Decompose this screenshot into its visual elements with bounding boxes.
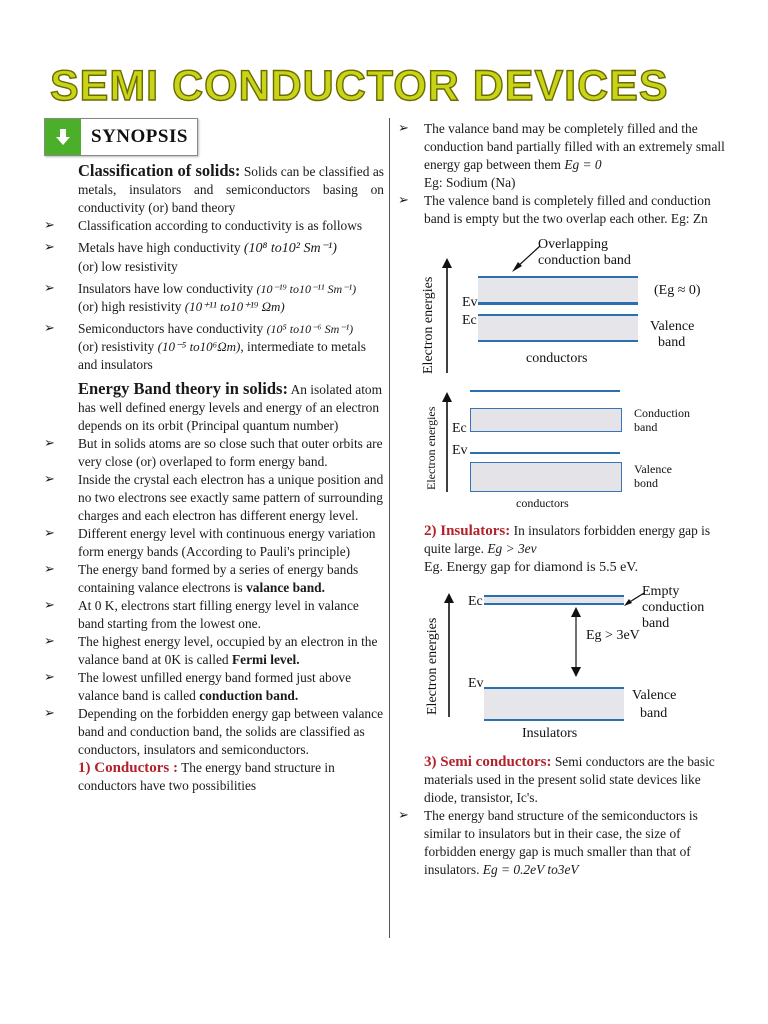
- insulators-diagram: [398, 583, 728, 749]
- r3-formula: Eg = 0.2eV to3eV: [482, 862, 579, 877]
- list-item: [44, 669, 384, 705]
- metals-formula: (10⁸ to10² Sm⁻¹): [243, 241, 337, 256]
- left-column: [44, 162, 384, 795]
- list-item: ➢ Inside the crystal each electron has a unique position and no two electrons see exactly same pattern of surrounding charges and each electron has different energy level.: [44, 471, 384, 525]
- valance-band-term: valance band.: [246, 580, 325, 595]
- semiconductors-text: Semi conductors are the basic materials used in the present solid state devices like diode, transistor, Ic's.: [424, 754, 715, 805]
- list-item: [44, 320, 384, 374]
- semis-tail-end: , intermediate to metals and insulators: [78, 339, 367, 372]
- conductors-text: The energy band structure in conductors have two possibilities: [78, 760, 335, 793]
- r1-example: Eg: Sodium (Na): [424, 175, 516, 190]
- list-item: ➢ But in solids atoms are so close such that outer orbits are very close (or) overlaped to form energy band.: [44, 435, 384, 471]
- conduction-band: [484, 595, 624, 605]
- overlap-label: Overlapping: [538, 237, 608, 252]
- valance-band-text: The energy band formed by a series of energy bands containing valance electrons is: [78, 562, 359, 595]
- list-item: ➢ The valence band is completely filled and conduction band is empty but the two overlap each other. Eg: Zn: [398, 192, 728, 228]
- ev-label: Ev: [468, 676, 484, 691]
- ec-label: Ec: [468, 594, 483, 609]
- valence-label: Valence: [650, 319, 695, 334]
- pointer-arrow-icon: [622, 591, 646, 607]
- energy-axis-arrow-icon: [444, 593, 454, 717]
- valence-band: [478, 314, 638, 342]
- synopsis-header: [44, 118, 198, 156]
- figure-caption: Insulators: [522, 726, 578, 741]
- top-line: [470, 390, 620, 392]
- insulators-text: In insulators forbidden energy gap is quite large.: [424, 523, 711, 556]
- semis-tail-formula: (10⁻⁵ to10⁶Ωm): [157, 339, 241, 354]
- list-item: ➢ Different energy level with continuous energy variation form energy bands (According to Pauli's principle): [44, 525, 384, 561]
- ev-label: Ev: [452, 443, 468, 458]
- list-item: [44, 561, 384, 597]
- list-item: ➢ At 0 K, electrons start filling energy level in valance band starting from the lowest one.: [44, 597, 384, 633]
- semiconductors-paragraph: [398, 753, 728, 807]
- page-title: SEMI CONDUCTOR DEVICES: [50, 62, 669, 110]
- insulators-tail: (or) high resistivity: [78, 299, 182, 314]
- list-item: [44, 239, 384, 276]
- list-item: ➢ Classification according to conductivity is as follows: [44, 217, 384, 235]
- valence-label: Valence: [634, 462, 672, 476]
- semis-tail: (or) resistivity: [78, 339, 155, 354]
- figure-caption: conductors: [526, 351, 588, 366]
- list-item: [44, 280, 384, 316]
- conductors-paragraph: [44, 759, 384, 795]
- energy-axis-arrow-icon: [442, 258, 452, 373]
- conduction-label-2: band: [634, 420, 658, 434]
- insulators-example: Eg. Energy gap for diamond is 5.5 eV.: [424, 560, 639, 575]
- insulators-formula: Eg > 3ev: [487, 541, 537, 556]
- valence-label-2: band: [658, 335, 686, 350]
- conduction-band: [470, 408, 622, 432]
- insulators-paragraph: [398, 522, 728, 577]
- empty-label-3: band: [642, 616, 670, 631]
- classification-heading: Classification of solids:: [78, 161, 241, 180]
- r3-text: The energy band structure of the semiconductors is similar to insulators but in their case, the size of forbidden energy gap is much smaller than that of insulators.: [424, 808, 698, 877]
- energy-band-intro: An isolated atom has well defined energy levels and energy of an electron depends on its orbit (Principal quantum number): [78, 382, 383, 433]
- insulators-formula: (10⁻¹⁹ to10⁻¹¹ Sm⁻¹): [256, 282, 357, 296]
- ev-line: [470, 452, 620, 454]
- energy-band-paragraph: [44, 380, 384, 435]
- r1-text: The valance band may be completely filled and the conduction band partially filled with an extremely small energy gap between them: [424, 121, 725, 172]
- insulators-tail-formula: (10⁺¹¹ to10⁺¹⁹ Ωm): [184, 299, 285, 314]
- conductors-overlap-diagram: [398, 234, 728, 384]
- valence-label: Valence: [632, 688, 677, 703]
- list-item: ➢ Depending on the forbidden energy gap between valance band and conduction band, the solids are classified as conductors, insulators and semiconductors.: [44, 705, 384, 759]
- conduction-band: [478, 276, 638, 304]
- empty-label-2: conduction: [642, 600, 705, 615]
- insulators-heading: 2) Insulators:: [424, 523, 511, 539]
- conductors-partial-diagram: [398, 390, 728, 516]
- insulators-text: Insulators have low conductivity: [78, 281, 254, 296]
- valence-band: [484, 687, 624, 721]
- list-item: [44, 633, 384, 669]
- valence-band: [470, 462, 622, 492]
- semis-formula: (10⁵ to10⁻⁶ Sm⁻¹): [266, 322, 354, 336]
- classification-paragraph: [44, 162, 384, 217]
- axis-label: Electron energies: [425, 617, 440, 715]
- r1-formula: Eg = 0: [564, 157, 602, 172]
- list-item: [398, 120, 728, 192]
- conduction-term: conduction band.: [199, 688, 299, 703]
- gap-arrow-icon: [570, 607, 582, 677]
- semis-text: Semiconductors have conductivity: [78, 321, 264, 336]
- column-divider: [389, 118, 390, 938]
- gap-label: Eg > 3eV: [586, 628, 640, 643]
- right-column: [398, 120, 728, 879]
- pointer-arrow-icon: [510, 244, 542, 274]
- ev-line: [478, 302, 638, 305]
- eg-label: (Eg ≈ 0): [654, 283, 701, 298]
- empty-label: Empty: [642, 584, 680, 599]
- classification-intro: Solids can be classified as metals, insulators and semiconductors basing on conductivity (or) band theory: [78, 164, 384, 215]
- overlap-label-2: conduction band: [538, 253, 631, 268]
- axis-label: Electron energies: [421, 276, 436, 374]
- figure-caption: conductors: [516, 496, 569, 510]
- conduction-label: Conduction: [634, 406, 690, 420]
- ev-label: Ev: [462, 295, 478, 310]
- valence-label-2: band: [640, 706, 668, 721]
- energy-axis-arrow-icon: [442, 392, 452, 492]
- semiconductors-heading: 3) Semi conductors:: [424, 754, 552, 770]
- fermi-text: The highest energy level, occupied by an electron in the valance band at 0K is called: [78, 634, 378, 667]
- synopsis-label: SYNOPSIS: [91, 126, 188, 147]
- down-arrow-icon: [45, 119, 81, 155]
- metals-tail: (or) low resistivity: [78, 259, 178, 274]
- ec-label: Ec: [452, 421, 467, 436]
- conductors-heading: 1) Conductors :: [78, 760, 178, 776]
- metals-text: Metals have high conductivity: [78, 240, 241, 255]
- ec-label: Ec: [462, 313, 477, 328]
- energy-band-heading: Energy Band theory in solids:: [78, 379, 288, 398]
- conduction-text: The lowest unfilled energy band formed just above valance band is called: [78, 670, 352, 703]
- axis-label: Electron energies: [424, 406, 438, 490]
- list-item: [398, 807, 728, 879]
- valence-label-2: bond: [634, 476, 658, 490]
- fermi-term: Fermi level.: [231, 652, 300, 667]
